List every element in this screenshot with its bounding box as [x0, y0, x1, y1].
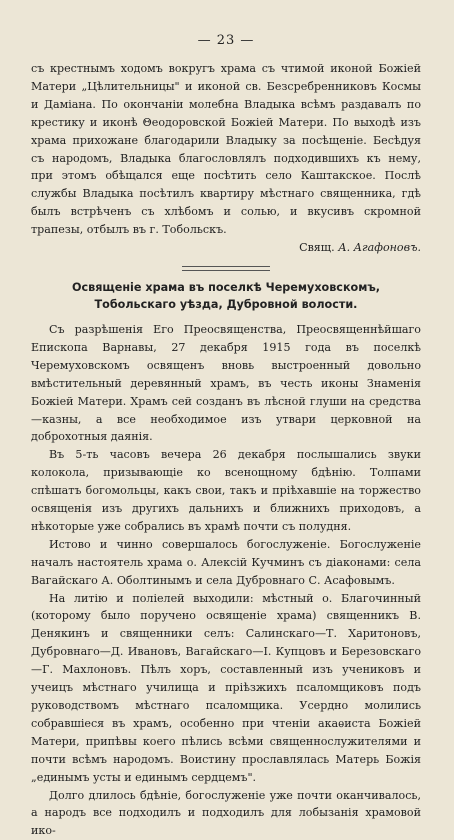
signature-prefix: Свящ. — [299, 241, 335, 255]
article-heading: Освященiе храма въ поселкѣ Черемуховскомъ, Тобольскаго уѣзда, Дубровной волости. — [71, 280, 381, 311]
signature — [31, 239, 421, 257]
section-divider — [182, 266, 270, 271]
paragraph: На литiю и полiелей выходили: мѣстный о. Благочинный (которому было поручено освященiе храма) священникъ В. Денякинъ и священники селъ: Салинскаго—Т. Харитоновъ, Дубровнаго—Д. Ивановъ, Вагайскаго—I. Купцовъ и Березовскаго—Г. Махлоновъ. Пѣлъ хоръ, составленный изъ учениковъ и учеицъ мѣстнаго училища и прiѣзжихъ псаломщиковъ подъ руководствомъ мѣстнаго псаломщика. Усердно молились собравшiеся въ храмъ, особенно при чтенiи акаѳиста Божiей Матери, припѣвы коего пѣлись всѣми священнослужителями и почти всѣмъ народомъ. Воистину прославлялась Матерь Божiя „единымъ усты и единымъ сердцемъ". — [31, 591, 421, 784]
paragraph: Въ 5-ть часовъ вечера 26 декабря послышались звуки колокола, призывающiе ко всенощному бдѣнiю. Толпами спѣшатъ богомольцы, какъ свои, такъ и прiѣхавшiе на торжество освященiя изъ другихъ дальнихъ и ближнихъ приходовъ, а нѣкоторые уже собрались въ храмѣ почти съ полудня. — [31, 448, 421, 533]
paragraph: Съ разрѣшенiя Его Преосвященства, Преосвященнѣйшаго Епископа Варнавы, 27 декабря 1915 года въ поселкѣ Черемуховскомъ освященъ вновь выстроенный довольно вмѣстительный деревянный храмъ, въ честь иконы Знаменiя Божiей Матери. Храмъ сей созданъ въ лѣсной глуши на средства—казны, а все необходимое изъ утвари церковной на доброхотныя даянiя. — [31, 322, 421, 444]
article-continuation — [31, 60, 421, 257]
signature-name: А. Агафоновъ. — [338, 241, 421, 255]
paragraph: Долго длилось бдѣнiе, богослуженiе уже почти оканчивалось, а народъ все подходилъ и подходилъ для лобызанiя храмовой ико- — [31, 788, 421, 838]
article-body — [31, 321, 421, 840]
page-number: — 23 — — [197, 33, 255, 48]
paragraph: Истово и чинно совершалось богослуженiе. Богослуженiе началъ настоятель храма о. Алексiй Кучминъ съ дiаконами: села Вагайскаго А. Оболтинымъ и села Дубровнаго С. Асафовымъ. — [31, 537, 421, 587]
paragraph: съ крестнымъ ходомъ вокругъ храма съ чтимой иконой Божiей Матери „Цѣлительницы" и иконой св. Безсребренниковъ Космы и Дамiана. По окончанiи молебна Владыка всѣмъ раздавалъ по крестику и иконѣ Θеодоровской Божiей Матери. По выходѣ изъ храма прихожане благодарили Владыку за посѣщенiе. Бесѣдуя съ народомъ, Владыка благословлялъ подходившихъ къ нему, при этомъ обѣщался еще посѣтить село Каштакское. Послѣ службы Владыка посѣтилъ квартиру мѣстнаго священника, гдѣ былъ встрѣченъ съ хлѣбомъ и солью, и вкусивъ скромной трапезы, отбылъ въ г. Тобольскъ. — [31, 62, 421, 237]
